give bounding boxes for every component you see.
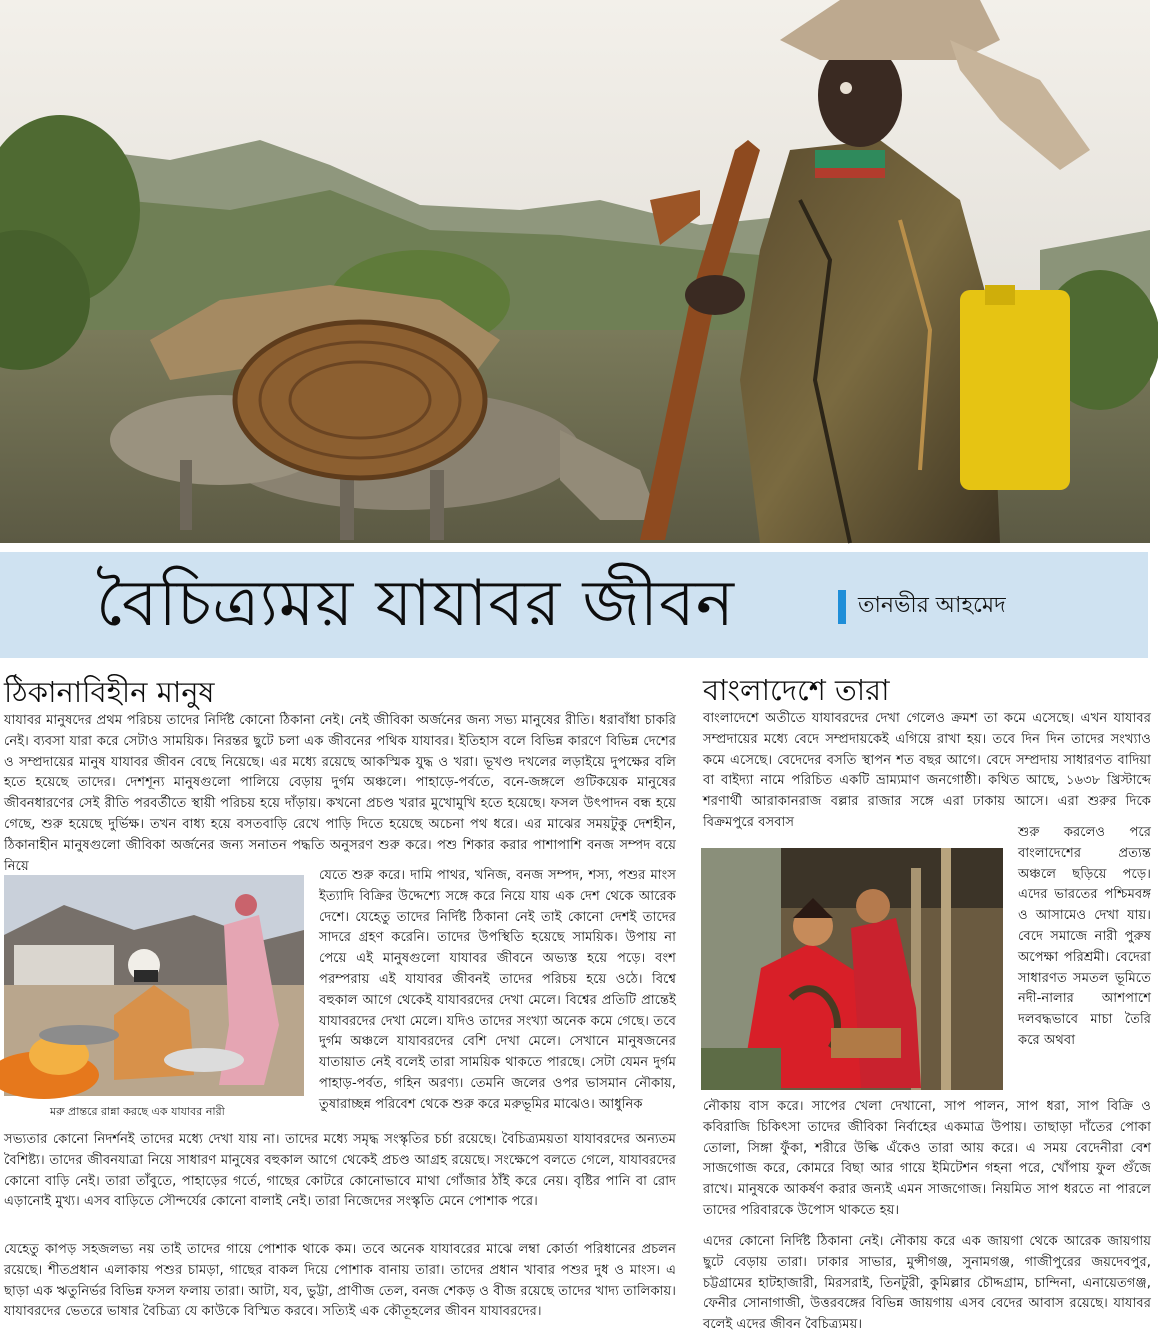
headline: বৈচিত্র্যময় যাযাবর জীবন [96,567,735,641]
right-paragraph-4: এদের কোনো নির্দিষ্ট ঠিকানা নেই। নৌকায় করে এক জায়গা থেকে আরেক জায়গায় ছুটে বেড়ায় তারা। ঢাকার সাভার, মুন্সীগঞ্জ, সুনামগঞ্জ, গাজীপুরের জয়দেবপুর, চট্টগ্রামের হাটহাজারী, মিরসরাই, তিনটুরী, কুমিল্লার চৌদ্দগ্রাম, চান্দিনা, এনায়েতগঞ্জ, ফেনীর সোনাগাজী, উত্তরবঙ্গের বিভিন্ন জায়গায় এসব বেদের আবাস রয়েছে। যাযাবর বলেই এদের জীবন বৈচিত্র্যময়। [703,1234,1151,1333]
hero-photo-nomad-woman [0,0,1150,543]
left-section-title: ঠিকানাবিহীন মানুষ [4,675,215,709]
right-paragraph-1: বাংলাদেশে অতীতে যাযাবরদের দেখা গেলেও ক্রমশ তা কমে এসেছে। এখন যাযাবর সম্প্রদায়ের মধ্যে বেদে সম্প্রদায়কেই এগিয়ে রাখা হয়। তবে দিন দিন তাদের সংখ্যাও কমে এসেছে। বেদেদের বসতি স্থাপন শত বছর আগে। বেদে সম্প্রদায় সাধারণত বাদিয়া বা বাইদ্যা নামে পরিচিত একটি ভ্রাম্যমাণ জনগোষ্ঠী। কথিত আছে, ১৬৩৮ খ্রিস্টাব্দে শরণার্থী আরাকানরাজ বল্লার রাজার সঙ্গে এরা ঢাকায় আসে। এরা শুরুর দিকে বিক্রমপুরে বসবাস [703,711,1151,830]
bede-women-snake-photo [701,848,1003,1090]
byline-accent-bar [838,590,846,624]
photo-caption: মরু প্রান্তরে রান্না করছে এক যাযাবর নারী [50,1105,225,1118]
right-paragraph-3: নৌকায় বাস করে। সাপের খেলা দেখানো, সাপ পালন, সাপ ধরা, সাপ বিক্রি ও কবিরাজি চিকিৎসা তাদের জীবিকা নির্বাহের একমাত্র উপায়। তাছাড়া দাঁতের পোকা তোলা, সিঙ্গা ফুঁকা, শরীরে উল্কি এঁকেও তারা আয় করে। এ সময় বেদেনীরা বেশ সাজগোজ করে, কোমরে বিছা আর গায়ে ইমিটেশন গহনা পরে, খোঁপায় ফুল গুঁজে রাখে। মানুষকে আকর্ষণ করার জন্যই এমন সাজগোজ। নিয়মিত সাপ ধরতে না পারলে তাদের পরিবারকে উপোস থাকতে হয়। [703,1099,1151,1218]
left-paragraph-4: যেহেতু কাপড় সহজলভ্য নয় তাই তাদের গায়ে পোশাক থাকে কম। তবে অনেক যাযাবরের মাঝে লম্বা কোর্তা পরিধানের প্রচলন রয়েছে। শীতপ্রধান এলাকায় পশুর চামড়া, গাছের বাকল দিয়ে পোশাক বানায় তারা। তাদের প্রধান খাবার পশুর দুধ ও মাংস। এ ছাড়া এক ঋতুনির্ভর বিভিন্ন ফসল ফলায় তারা। আটা, যব, ভুট্টা, প্রাণীজ তেল, বনজ শেকড় ও বীজ রয়েছে তাদের খাদ্য তালিকায়। যাযাবরদের ভেতরে ভাষার বৈচিত্র্য যে কাউকে বিস্মিত করবে। সত্যিই এক কৌতূহলের জীবন যাযাবরদের। [4,1242,676,1320]
right-section-title: বাংলাদেশে তারা [703,673,890,707]
cooking-woman-photo [4,875,304,1096]
left-paragraph-1: যাযাবর মানুষদের প্রথম পরিচয় তাদের নির্দিষ্ট কোনো ঠিকানা নেই। নেই জীবিকা অর্জনের জন্য সভ্য মানুষের রীতি। ধরাবাঁধা চাকরি নেই। ব্যবসা যারা করে সেটাও সাময়িক। নিরন্তর ছুটে চলা এক জীবনের পথিক যাযাবর। ইতিহাস বলে বিভিন্ন কারণে বিভিন্ন দেশের ও সম্প্রদায়ের মানুষ যাযাবর জীবন বেছে নিয়েছে। এর মধ্যে রয়েছে আকস্মিক যুদ্ধ ও খরা। ভূখণ্ড দখলের লড়াইয়ে দুপক্ষের বলি হতে হয়েছে তাদের। দেশশূন্য মানুষগুলো পালিয়ে বেড়ায় দুর্গম অঞ্চলে। পাহাড়ে-পর্বতে, বনে-জঙ্গলে গুটিকয়েক মানুষের জীবনধারণের সেই রীতি পরবর্তীতে স্থায়ী পরিচয় হয়ে দাঁড়ায়। কখনো প্রচণ্ড খরার মুখোমুখি হতে হয়েছে। ফসল উৎপাদন বন্ধ হয়ে গেছে, শুরু হয়েছে দুর্ভিক্ষ। তখন বাধ্য হয়ে বসতবাড়ি রেখে পাড়ি দিতে হয়েছে অচেনা পথ ধরে। এর মাঝের সময়টুকু দেশহীন, ঠিকানাহীন মানুষগুলো জীবিকা অর্জনের জন্য সনাতন পদ্ধতি অনুসরণ শুরু করে। পশু শিকার করার পাশাপাশি বনজ সম্পদ বয়ে নিয়ে [4,713,676,874]
left-paragraph-3: সভ্যতার কোনো নিদর্শনই তাদের মধ্যে দেখা যায় না। তাদের মধ্যে সমৃদ্ধ সংস্কৃতির চর্চা রয়েছে। বৈচিত্র্যময়তা যাযাবরদের অন্যতম বৈশিষ্ট্য। তাদের জীবনযাত্রা নিয়ে সাধারণ মানুষের বহুকাল আগে থেকেই প্রচণ্ড আগ্রহ রয়েছে। সংক্ষেপে বলতে গেলে, যাযাবরদের কোনো বাড়ি নেই। তারা তাঁবুতে, পাহাড়ের গর্তে, গাছের কোটরে কোনোভাবে মাথা গোঁজার ঠাঁই করে নেয়। বৃষ্টির পানি বা রোদ এড়ানোই মুখ্য। এসব বাড়িতে সৌন্দর্যের কোনো বালাই নেই। তারা নিজেদের সংস্কৃতি মেনে পোশাক পরে। [4,1132,676,1210]
left-paragraph-2: যেতে শুরু করে। দামি পাথর, খনিজ, বনজ সম্পদ, শস্য, পশুর মাংস ইত্যাদি বিক্রির উদ্দেশ্যে সঙ্গে করে নিয়ে যায় এক দেশ থেকে আরেক দেশে। যেহেতু তাদের নির্দিষ্ট ঠিকানা নেই তাই কোনো দেশই তাদের সাদরে গ্রহণ করেনি। তাদের উপস্থিতি হয়েছে সাময়িক। উপায় না পেয়ে এই মানুষগুলো যাযাবর জীবনে অভ্যস্ত হয়ে পড়ে। বংশ পরম্পরায় এই যাযাবর জীবনই তাদের পরিচয় হয়ে ওঠে। বিশ্বে বহুকাল আগে থেকেই যাযাবরদের দেখা মেলে। বিশ্বের প্রতিটি প্রান্তেই যাযাবরদের দেখা মেলে। যদিও তাদের সংখ্যা অনেক কমে গেছে। তবে দুর্গম অঞ্চলে যাযাবরদের বেশি দেখা মেলে। সেখানে মানুষজনের যাতায়াত নেই বলেই তারা সাময়িক থাকতে পারছে। সেটা যেমন দুর্গম পাহাড়-পর্বত, গহিন অরণ্য। তেমনি জলের ওপর ভাসমান নৌকায়, তুষারাচ্ছন্ন পরিবেশ থেকে শুরু করে মরুভূমির মাঝেও। আধুনিক [319,868,676,1112]
byline: তানভীর আহমেদ [858,593,1006,618]
right-paragraph-2: শুরু করলেও পরে বাংলাদেশের প্রত্যন্ত অঞ্চলে ছড়িয়ে পড়ে। এদের ভারতের পশ্চিমবঙ্গ ও আসামেও দেখা যায়। বেদে সমাজে নারী পুরুষ অপেক্ষা পরিশ্রমী। বেদেরা সাধারণত সমতল ভূমিতে নদী-নালার আশপাশে দলবদ্ধভাবে মাচা তৈরি করে অথবা [1018,825,1151,1048]
headline-banner [0,552,1148,658]
